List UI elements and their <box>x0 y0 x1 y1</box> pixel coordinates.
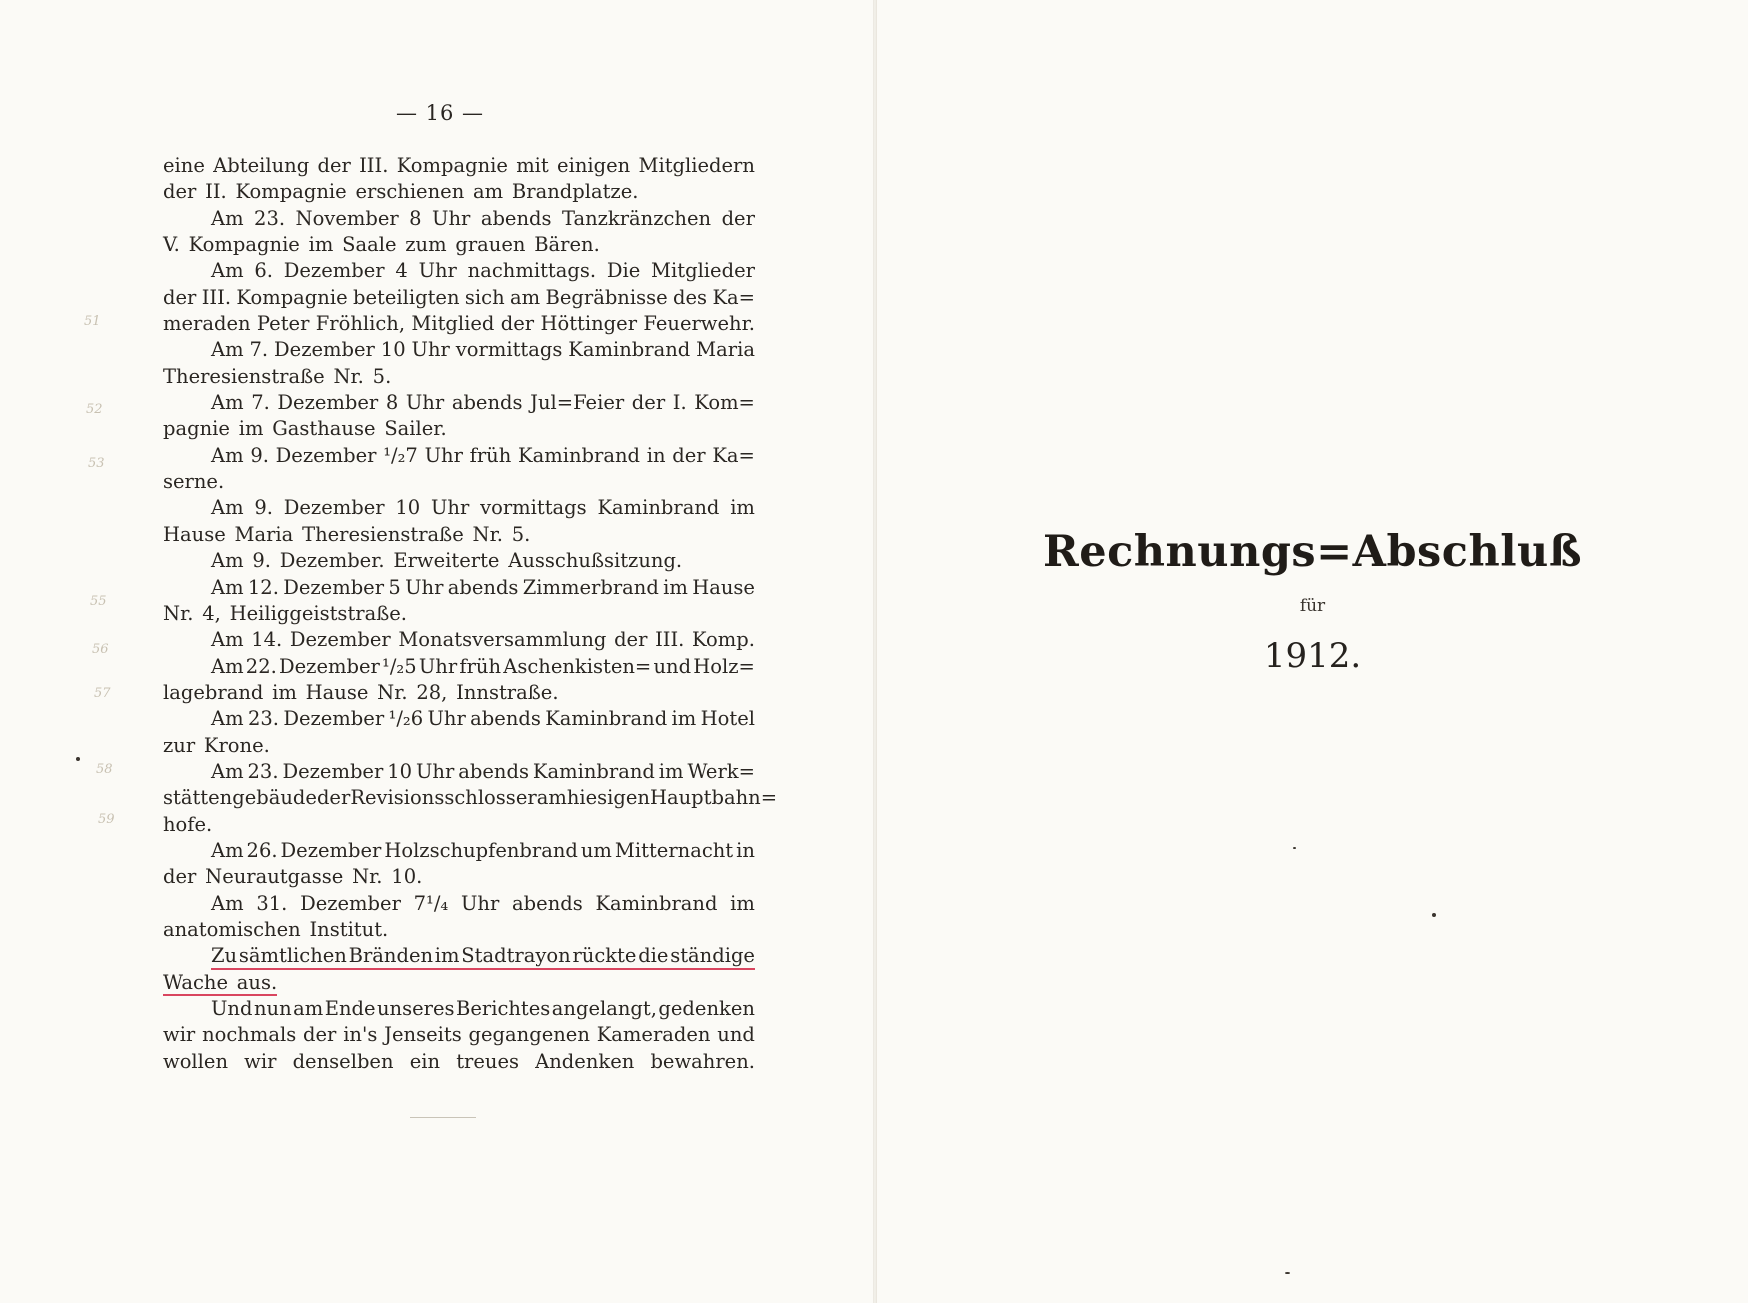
word: Am <box>211 443 244 467</box>
word: Holz= <box>693 654 755 678</box>
word: im <box>272 680 297 704</box>
word: 9. <box>252 549 271 573</box>
word: Uhr <box>405 391 445 415</box>
word: abends <box>458 759 529 783</box>
margin-mark: 56 <box>92 642 109 657</box>
word: Dezember <box>283 575 385 599</box>
text-line <box>163 522 755 548</box>
word: in <box>736 838 755 862</box>
word: Dezember <box>283 259 385 283</box>
word: einigen <box>557 154 631 177</box>
text-line <box>163 258 755 284</box>
word: im <box>663 575 688 599</box>
word: stättengebäude <box>163 786 317 810</box>
word: vormittags <box>480 496 587 520</box>
word: 8 <box>409 206 422 230</box>
text-line <box>163 495 755 521</box>
word: Bränden <box>348 944 434 968</box>
word: 5 <box>388 575 401 599</box>
text-line <box>163 548 755 574</box>
word: 23. <box>247 707 279 731</box>
margin-mark: 59 <box>98 812 115 827</box>
word: und <box>653 654 692 678</box>
word: Kompagnie <box>236 285 348 309</box>
word: im <box>671 707 697 731</box>
word: pagnie <box>163 417 230 441</box>
word: Uhr <box>418 654 458 678</box>
text-line <box>163 153 755 179</box>
margin-mark: 51 <box>84 314 101 329</box>
word: Uhr <box>424 443 463 467</box>
word: 6. <box>254 259 273 283</box>
word: Andenken <box>535 1049 635 1073</box>
word: der <box>303 1023 337 1047</box>
word: in's <box>343 1023 378 1047</box>
word: abends <box>480 206 552 230</box>
word: Dezember <box>300 891 401 915</box>
word: Kaminbrand <box>545 707 668 731</box>
word: 7. <box>249 338 269 362</box>
word: Monatsversammlung <box>398 628 607 652</box>
word: Uhr <box>416 759 455 783</box>
text-line <box>163 416 755 442</box>
left-page <box>0 0 873 1303</box>
word: Dezember. <box>279 549 385 573</box>
text-line <box>163 785 778 811</box>
word: III. <box>201 285 232 309</box>
word: im <box>730 496 755 520</box>
text-line <box>163 443 755 469</box>
word: ¹/₂6 <box>388 707 424 731</box>
text-line <box>163 575 755 601</box>
body-text <box>163 153 778 1075</box>
text-line <box>163 311 755 337</box>
word: abends <box>451 391 523 415</box>
word: nun <box>253 997 292 1020</box>
word: Dezember <box>280 838 382 862</box>
word: Kaminbrand <box>518 443 640 467</box>
word: Begräbnisse <box>545 285 668 309</box>
word: Aschenkisten= <box>503 654 652 678</box>
word: die <box>638 944 669 968</box>
word: Zimmerbrand <box>522 575 659 599</box>
word: eine <box>163 154 205 177</box>
text-line <box>163 838 755 864</box>
text-line <box>163 1022 755 1048</box>
word: 4 <box>395 259 408 283</box>
word: ¹/₂7 <box>383 443 418 467</box>
word: Ende <box>324 997 376 1020</box>
word: Uhr <box>430 496 470 520</box>
word: Uhr <box>405 575 444 599</box>
word: 10 <box>380 338 406 362</box>
text-line <box>163 179 755 205</box>
word: sich <box>464 285 505 309</box>
word: abends <box>470 707 541 731</box>
word: der <box>163 285 197 309</box>
text-line <box>163 759 755 785</box>
word: abends <box>512 891 583 915</box>
word: im <box>308 233 334 257</box>
word: Bären. <box>534 233 600 257</box>
word: unseres <box>377 997 455 1020</box>
text-line <box>163 812 755 838</box>
word: wir <box>163 1023 196 1047</box>
word: Innstraße. <box>456 680 559 704</box>
text-line <box>163 206 755 232</box>
word: Dezember <box>289 628 391 652</box>
text-line <box>163 469 755 495</box>
word: hofe. <box>163 812 213 836</box>
word: Mitternacht <box>614 838 734 862</box>
word: 8 <box>385 391 399 415</box>
word: vormittags <box>455 338 563 362</box>
word: früh <box>469 443 512 467</box>
word: Nr. <box>472 522 503 546</box>
page-title: Rechnungs=Abschluß <box>1043 527 1582 577</box>
word: gegangenen <box>468 1023 590 1047</box>
word: Mitgliedern <box>638 154 755 177</box>
word: November <box>295 206 399 230</box>
word: Kameraden <box>596 1023 711 1047</box>
word: sämtlichen <box>238 944 347 968</box>
word: Kaminbrand <box>568 338 691 362</box>
word: des <box>673 285 708 309</box>
word: aus. <box>236 970 278 994</box>
word: grauen <box>455 233 526 257</box>
word: bewahren. <box>650 1049 755 1073</box>
word: Maria <box>234 522 294 546</box>
word: Uhr <box>411 338 450 362</box>
word: Am <box>211 338 244 362</box>
margin-mark: 55 <box>90 594 107 609</box>
word: am <box>473 180 504 204</box>
word: Am <box>211 838 244 862</box>
word: Am <box>211 628 244 652</box>
word: beteiligten <box>353 285 460 309</box>
word: im <box>658 759 684 783</box>
margin-mark: 57 <box>94 686 111 701</box>
word: Neurautgasse <box>205 865 344 889</box>
word: Jenseits <box>384 1023 462 1047</box>
word: am <box>536 786 567 810</box>
word: 26. <box>246 838 278 862</box>
word: Kompagnie <box>235 180 347 204</box>
margin-mark: 53 <box>88 456 105 471</box>
word: 10 <box>395 496 421 520</box>
word: erschienen <box>355 180 465 204</box>
word: im <box>434 944 460 968</box>
page-number: — 16 — <box>395 101 485 125</box>
word: 10 <box>387 759 413 783</box>
word: Institut. <box>309 917 389 941</box>
word: Dezember <box>275 443 377 467</box>
word: Mitglieder <box>651 259 755 283</box>
word: III. <box>359 154 389 177</box>
word: hiesigen <box>566 786 650 810</box>
word: Werk= <box>687 759 755 783</box>
page-subtitle: für <box>1299 596 1326 616</box>
text-line <box>163 1049 755 1075</box>
ink-speck <box>1293 847 1296 849</box>
word: Berichtes <box>456 997 551 1020</box>
word: serne. <box>163 470 225 494</box>
word: 7¹/₄ <box>413 891 449 915</box>
word: 23. <box>254 206 286 230</box>
word: Kompagnie <box>188 233 300 257</box>
word: 9. <box>254 496 273 520</box>
word: I. <box>672 391 687 415</box>
word: denselben <box>292 1049 394 1073</box>
word: rückte <box>572 944 637 968</box>
word: Höttinger <box>540 312 638 336</box>
word: Dezember <box>277 391 379 415</box>
text-line <box>163 996 755 1022</box>
word: Gasthause <box>272 417 376 441</box>
word: Stadtrayon <box>461 944 571 968</box>
ink-speck <box>1432 913 1436 917</box>
word: der <box>163 865 197 889</box>
word: 5. <box>511 522 531 546</box>
word: ein <box>409 1049 441 1073</box>
word: nachmittags. <box>467 259 597 283</box>
word: der <box>317 154 351 177</box>
text-line <box>163 864 755 890</box>
text-line <box>163 943 755 969</box>
word: gedenken <box>658 997 755 1020</box>
word: Saale <box>342 233 397 257</box>
page-year: 1912. <box>1263 636 1362 676</box>
word: Am <box>211 259 244 283</box>
word: Nr. <box>163 601 194 625</box>
word: Sailer. <box>384 417 447 441</box>
word: Hause <box>692 575 755 599</box>
word: Brandplatze. <box>511 180 639 204</box>
word: Dezember <box>274 338 375 362</box>
word: Kaminbrand <box>595 891 718 915</box>
word: anatomischen <box>163 917 301 941</box>
word: V. <box>163 233 180 257</box>
word: Tanzkränzchen <box>561 206 712 230</box>
word: wollen <box>163 1049 229 1073</box>
text-line <box>163 285 755 311</box>
word: Am <box>211 206 244 230</box>
word: im <box>238 417 264 441</box>
word: ¹/₂5 <box>382 654 417 678</box>
word: Am <box>211 575 244 599</box>
word: angelangt, <box>551 997 657 1020</box>
word: der <box>721 206 755 230</box>
word: der <box>163 180 197 204</box>
word: Peter <box>256 312 310 336</box>
word: Dezember <box>283 707 385 731</box>
word: abends <box>447 575 519 599</box>
word: treues <box>456 1049 519 1073</box>
word: Hauptbahn= <box>649 786 778 810</box>
text-line <box>163 680 755 706</box>
text-line <box>163 232 755 258</box>
word: 23. <box>247 759 279 783</box>
word: der <box>316 786 351 810</box>
word: Dezember <box>282 759 384 783</box>
text-line <box>163 970 755 996</box>
word: Ausschußsitzung. <box>508 549 683 573</box>
word: Kom= <box>694 391 755 415</box>
text-line <box>163 390 755 416</box>
word: Maria <box>696 338 755 362</box>
word: Am <box>211 759 244 783</box>
word: Hause <box>305 680 369 704</box>
word: Am <box>211 496 244 520</box>
word: in <box>646 443 666 467</box>
word: 22. <box>245 654 277 678</box>
word: der <box>672 443 706 467</box>
word: Fröhlich, <box>315 312 406 336</box>
word: Feuerwehr. <box>643 312 755 336</box>
word: Nr. <box>333 364 364 388</box>
ink-speck <box>76 757 80 761</box>
word: 31. <box>256 891 288 915</box>
word: 7. <box>251 391 270 415</box>
word: Am <box>211 891 244 915</box>
text-line <box>163 627 755 653</box>
word: Jul=Feier <box>530 391 625 415</box>
word: der <box>500 312 535 336</box>
word: 4, <box>202 601 221 625</box>
word: Hause <box>163 522 226 546</box>
word: Uhr <box>460 891 500 915</box>
text-line <box>163 337 755 363</box>
word: Ka= <box>712 443 755 467</box>
word: Uhr <box>432 206 471 230</box>
word: Wache <box>163 970 228 994</box>
word: Zu <box>211 944 238 968</box>
text-line <box>163 917 755 943</box>
word: 5. <box>372 364 392 388</box>
ink-speck <box>1285 1272 1290 1274</box>
word: lagebrand <box>163 680 264 704</box>
word: Hotel <box>700 707 755 731</box>
text-line <box>163 891 755 917</box>
word: Mitglied <box>411 312 495 336</box>
text-line <box>163 601 755 627</box>
word: der <box>631 391 666 415</box>
word: meraden <box>163 312 251 336</box>
word: Heiliggeiststraße. <box>229 601 407 625</box>
word: 28, <box>416 680 448 704</box>
word: III. <box>655 628 685 652</box>
word: Komp. <box>692 628 755 652</box>
word: Revisionsschlosser <box>350 786 537 810</box>
text-line <box>163 654 755 680</box>
word: nochmals <box>202 1023 297 1047</box>
word: II. <box>205 180 227 204</box>
word: wir <box>244 1049 277 1073</box>
word: am <box>293 997 324 1020</box>
word: 14. <box>251 628 283 652</box>
word: Nr. <box>352 865 383 889</box>
word: Dezember <box>279 654 380 678</box>
margin-mark: 58 <box>96 762 113 777</box>
word: Nr. <box>377 680 408 704</box>
text-line <box>163 733 755 759</box>
word: Am <box>211 654 244 678</box>
right-page <box>877 0 1748 1303</box>
word: mit <box>516 154 549 177</box>
word: Uhr <box>418 259 457 283</box>
word: im <box>730 891 755 915</box>
word: und <box>717 1023 755 1047</box>
word: Kaminbrand <box>597 496 720 520</box>
word: ständige <box>670 944 755 968</box>
word: Die <box>606 259 641 283</box>
word: Kompagnie <box>396 154 508 177</box>
word: Kaminbrand <box>532 759 655 783</box>
end-rule <box>410 1117 476 1118</box>
word: zur <box>163 733 196 757</box>
text-line <box>163 364 755 390</box>
word: 10. <box>391 865 423 889</box>
margin-mark: 52 <box>86 402 103 417</box>
word: Abteilung <box>213 154 310 177</box>
word: Ka= <box>712 285 755 309</box>
word: Uhr <box>427 707 466 731</box>
word: Am <box>211 391 244 415</box>
word: früh <box>459 654 502 678</box>
word: Und <box>211 997 253 1020</box>
text-line <box>163 706 755 732</box>
word: zum <box>405 233 447 257</box>
word: der <box>614 628 648 652</box>
word: Theresienstraße <box>163 364 325 388</box>
word: Am <box>211 549 244 573</box>
word: Krone. <box>203 733 270 757</box>
word: am <box>510 285 541 309</box>
word: Am <box>211 707 244 731</box>
word: 12. <box>247 575 279 599</box>
word: 9. <box>250 443 269 467</box>
word: Theresienstraße <box>302 522 464 546</box>
word: um <box>580 838 612 862</box>
word: Dezember <box>283 496 385 520</box>
word: Holzschupfenbrand <box>384 838 578 862</box>
word: Erweiterte <box>393 549 500 573</box>
